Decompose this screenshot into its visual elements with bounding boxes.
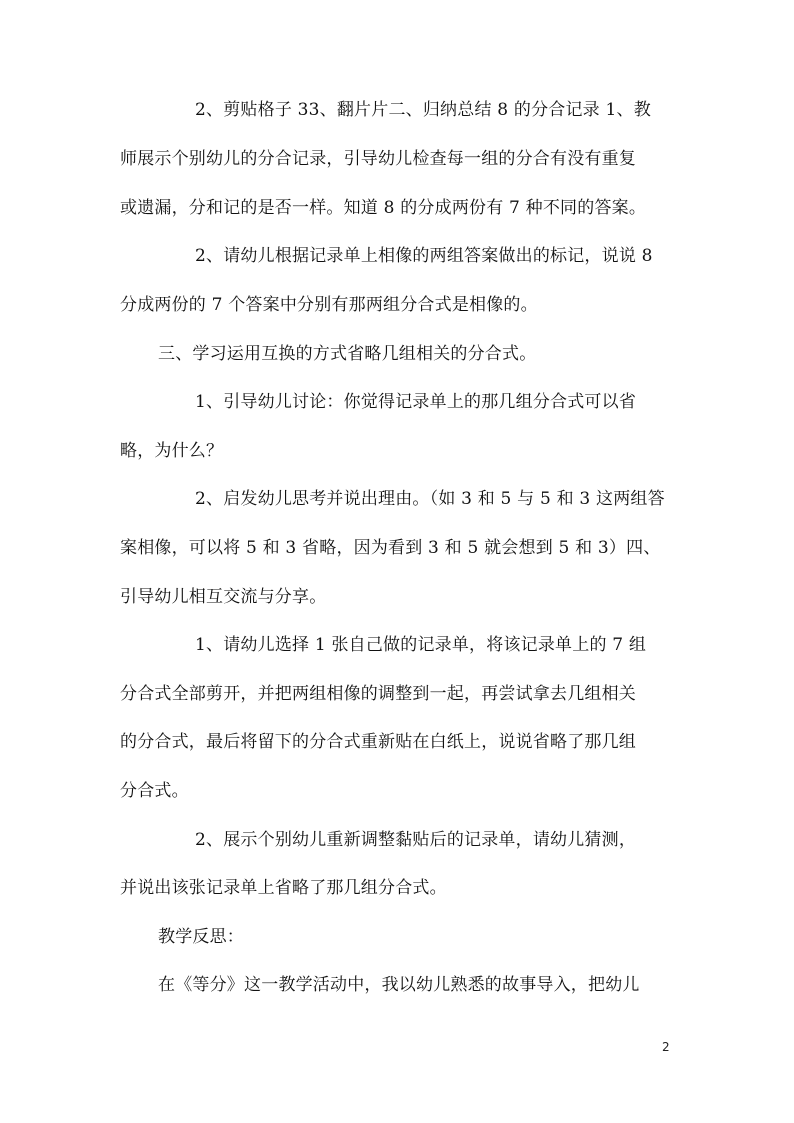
paragraph-line: 2、剪贴格子 33、翻片片二、归纳总结 8 的分合记录 1、教 — [195, 100, 651, 120]
page-number: 2 — [662, 1040, 670, 1054]
paragraph-line: 2、请幼儿根据记录单上相像的两组答案做出的标记，说说 8 — [195, 246, 653, 266]
paragraph-line: 分成两份的 7 个答案中分别有那两组分合式是相像的。 — [120, 295, 538, 315]
paragraph-line: 并说出该张记录单上省略了那几组分合式。 — [120, 878, 447, 898]
paragraph-line: 师展示个别幼儿的分合记录，引导幼儿检查每一组的分合有没有重复 — [120, 149, 636, 169]
paragraph-line: 2、启发幼儿思考并说出理由。（如 3 和 5 与 5 和 3 这两组答 — [195, 489, 665, 509]
paragraph-line: 1、引导幼儿讨论：你觉得记录单上的那几组分合式可以省 — [195, 392, 637, 412]
paragraph-line: 分合式。 — [120, 781, 189, 801]
section-heading: 三、学习运用互换的方式省略几组相关的分合式。 — [158, 344, 537, 364]
paragraph-line: 1、请幼儿选择 1 张自己做的记录单，将该记录单上的 7 组 — [195, 635, 647, 655]
paragraph-line: 引导幼儿相互交流与分享。 — [120, 587, 327, 607]
paragraph-line: 在《等分》这一教学活动中，我以幼儿熟悉的故事导入，把幼儿 — [158, 975, 640, 995]
paragraph-line: 或遗漏，分和记的是否一样。知道 8 的分成两份有 7 种不同的答案。 — [120, 198, 647, 218]
paragraph-line: 的分合式，最后将留下的分合式重新贴在白纸上，说说省略了那几组 — [120, 732, 636, 752]
paragraph-line: 分合式全部剪开，并把两组相像的调整到一起，再尝试拿去几组相关 — [120, 684, 636, 704]
paragraph-line: 2、展示个别幼儿重新调整黏贴后的记录单，请幼儿猜测， — [195, 830, 637, 850]
paragraph-line: 略，为什么？ — [120, 441, 224, 461]
paragraph-line: 案相像，可以将 5 和 3 省略，因为看到 3 和 5 就会想到 5 和 3）四、 — [120, 538, 661, 558]
section-heading: 教学反思： — [158, 927, 244, 947]
